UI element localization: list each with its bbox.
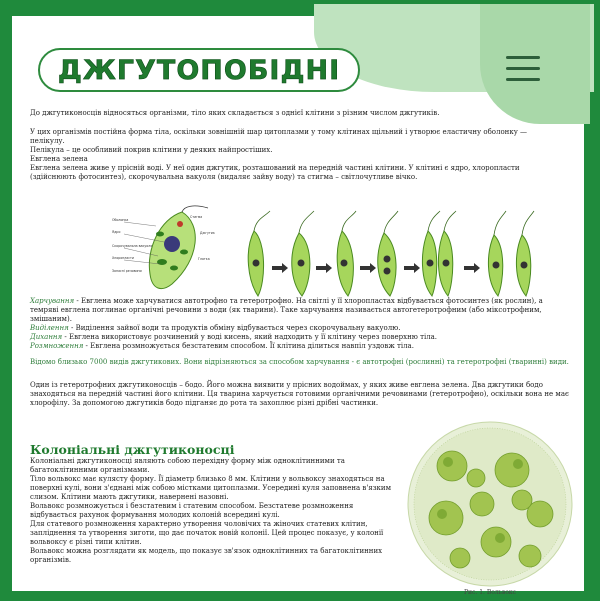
diagram-label: Джгутик — [200, 231, 215, 235]
colonial-paragraph: Вольвокс можна розглядати як модель, що показує зв'язок одноклітинних та багатоклітинних організмів. — [30, 547, 383, 564]
diagram-label: Скорочувальна вакуоля — [112, 244, 153, 248]
reproduction-paragraph — [30, 342, 570, 351]
volvox-illustration — [400, 418, 580, 590]
colonial-block — [30, 457, 402, 565]
feeding-term: Харчування — [30, 297, 75, 305]
colonial-paragraph: Тіло вольвокс має кулясту форму. Її діаметр близько 8 мм. Клітини у вольвоксу знаходяться на поверхні кулі, вони з'єднані між собою містками цитоплазми. Усередині куля заповнена в'язким слизом. Клітини мають джгутики, навернені назовні. — [30, 475, 392, 501]
reproduction-term: Розмноження — [30, 342, 84, 350]
feeding-paragraph — [30, 297, 570, 324]
page-title: ДЖГУТОПОБІДНІ — [57, 54, 341, 86]
intro-text: До джгутиконосців відносяться організми, тіло яких складається з однієї клітини з різним числом джгутиків. — [30, 109, 440, 117]
excretion-text: - Виділення зайвої води та продуктів обміну відбувається через скорочувальну вакуолю. — [68, 324, 401, 332]
reproduction-text: - Евглена розмножується безстатевим способом. Її клітина ділиться навпіл уздовж тіла. — [83, 342, 414, 350]
breathing-paragraph — [30, 333, 570, 342]
volvox-caption: Рис. 1. Вольвокс — [464, 589, 517, 596]
hamburger-menu-icon[interactable] — [506, 56, 540, 82]
pellicle-text: Пелікула – це особливий покрив клітини у деяких найпростіших. — [30, 146, 273, 154]
diagram-label: Хлоропласти — [112, 256, 134, 260]
nucleus-icon — [164, 236, 180, 252]
euglena-anatomy-diagram — [112, 204, 215, 294]
bodo-paragraph: Один із гетеротрофних джгутиконосців – бодо. Його можна виявити у прісних водоймах, у яких живе евглена зелена. Два джгутики бодо знаходяться на передній частині його клітини. Ця тварина харчується готовими органічними речовинами (гетеротрофно), оскільки вона не має хлорофілу. За допомогою джгутиків бодо підганяє до рота та захоплює різні дрібні частинки. — [30, 381, 569, 407]
diagram-label: Оболонка — [112, 218, 129, 222]
excretion-paragraph — [30, 324, 570, 333]
species-note: Відомо близько 7000 видів джгутикових. Вони відрізняються за способом харчування - є автотрофні (рослинні) та гетеротрофні (тваринні) види. — [30, 358, 569, 366]
feeding-text: - Евглена може харчуватися автотрофно та гетеротрофно. На світлі у її хлоропластах відбувається фотосинтез (як рослин), а темряві евглена поглинає органічні речовини з води (як тварини). Таке харчування називається автогетеротрофним (або міксотрофним, змішаним). — [30, 297, 543, 323]
colonial-paragraph: Колоніальні джгутиконосці являють собою перехідну форму між одноклітинними та багатоклітинними організмами. — [30, 457, 345, 474]
title-banner — [38, 48, 360, 92]
colonial-paragraph: Вольвокс розмножується і безстатевим і статевим способом. Безстатеве розмноження відбувається рахунок формування молодих колоній всередині кулі. — [30, 502, 354, 519]
diagram-label: Запасні речовини — [112, 269, 142, 273]
structure-block — [30, 128, 560, 182]
breathing-term: Дихання — [30, 333, 63, 341]
diagram-label: Стигма — [190, 215, 203, 219]
diagram-label: Ядро — [112, 230, 121, 234]
excretion-term: Виділення — [30, 324, 69, 332]
diagram-label: Глотка — [198, 257, 210, 261]
euglena-division-sequence — [244, 211, 544, 301]
breathing-text: - Евглена використовує розчинений у воді кисень, який надходить у її клітину через поверхню тіла. — [62, 333, 438, 341]
colonial-heading: Колоніальні джгутиконосці — [30, 442, 235, 457]
structure-text: У цих організмів постійна форма тіла, оскільки зовнішній шар цитоплазми у тому клітинах щільний і утворює еластичну оболонку — пелікулу. — [30, 128, 528, 145]
euglena-description: Евглена зелена живе у прісній воді. У неї один джгутик, розташований на передній частині клітини. У клітині є ядро, хлоропласти (здійснюють фотосинтез), скорочувальна вакуоля (видаляє зайву воду) та стигма – світлочутливе вічко. — [30, 164, 520, 181]
stigma-icon — [177, 221, 183, 227]
content-page — [12, 16, 584, 596]
euglena-heading: Евглена зелена — [30, 155, 88, 163]
physiology-block — [30, 297, 570, 351]
colonial-paragraph: Для статевого розмноження характерно утворення чоловічих та жіночих статевих клітин, запліднення та утворення зиготи, що дає початок новій колонії. Цей процес показує, у колонії вольвоксу є різні типи клітин. — [30, 520, 384, 546]
